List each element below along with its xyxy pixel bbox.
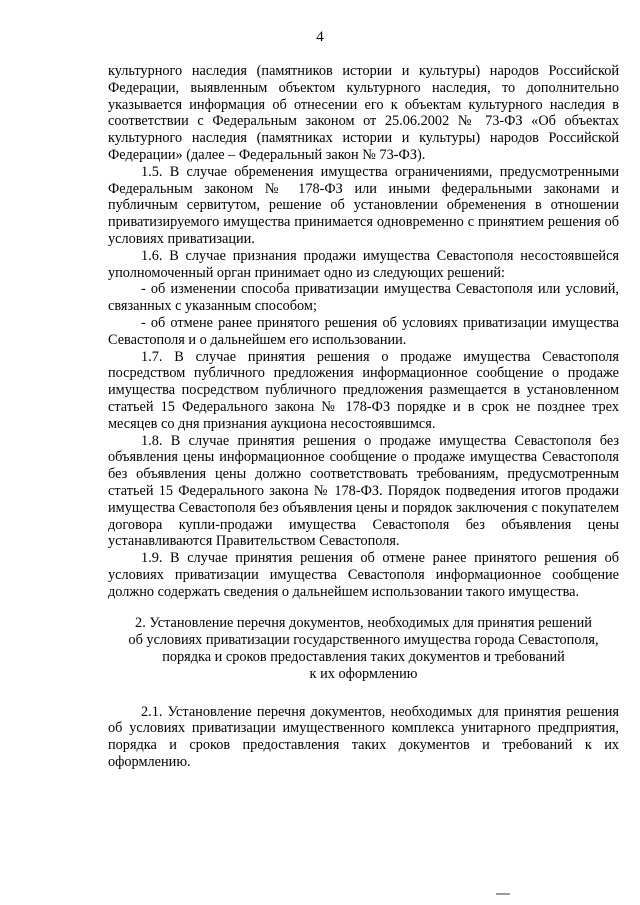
section-2-heading-line: об условиях приватизации государственного имущества города Севастополя, xyxy=(128,631,599,648)
page-number: 4 xyxy=(316,29,324,45)
paragraph-continuation: культурного наследия (памятников истории и культуры) народов Российской Федерации, выявленным объектом культурного наследия, то дополнительно указывается информация об отнесении его к объектам культурного наследия в соответствии с Федеральным законом от 25.06.2002 № 73-ФЗ «Об объектах культурного наследия (памятниках истории и культуры) народов Российской Федерации» (далее – Федеральный закон № 73-ФЗ). xyxy=(108,63,619,163)
paragraph-1-6: 1.6. В случае признания продажи имущества Севастополя несостоявшейся уполномоченный орган принимает одно из следующих решений: xyxy=(108,247,619,281)
paragraph-1-9: 1.9. В случае принятия решения об отмене ранее принятого решения об условиях приватизации имущества Севастополя информационное сообщение должно содержать сведения о дальнейшем использовании такого имущества. xyxy=(108,550,619,600)
paragraph-2-1: 2.1. Установление перечня документов, необходимых для принятия решения об условиях приватизации имущественного комплекса унитарного предприятия, порядка и сроков предоставления таких документов и требований к их оформлению. xyxy=(108,703,619,770)
paragraph-1-5: 1.5. В случае обременения имущества ограничениями, предусмотренными Федеральным законом № 178-ФЗ или иными федеральными законами и публичным сервитутом, решение об установлении обременения в отношении приватизируемого имущества принимается одновременно с принятием решения об условиях приватизации. xyxy=(108,163,619,247)
section-2-heading-line: порядка и сроков предоставления таких документов и требований xyxy=(162,648,565,665)
paragraph-1-6-option-a: - об изменении способа приватизации имущества Севастополя или условий, связанных с указанным способом; xyxy=(108,281,619,315)
paragraph-1-6-option-b: - об отмене ранее принятого решения об условиях приватизации имущества Севастополя и о дальнейшем его использовании. xyxy=(108,314,619,348)
section-2-heading-line: 2. Установление перечня документов, необходимых для принятия решений xyxy=(135,614,592,631)
paragraph-1-8: 1.8. В случае принятия решения о продаже имущества Севастополя без объявления цены информационное сообщение о продаже имущества Севастополя без объявления цены должно соответствовать требованиям, предусмотренным статьей 15 Федерального закона № 178-ФЗ. Порядок подведения итогов продажи имущества Севастополя без объявления цены и порядок заключения с покупателем договора купли-продажи имущества Севастополя без объявления цены устанавливаются Правительством Севастополя. xyxy=(108,432,619,550)
paragraph-1-7: 1.7. В случае принятия решения о продаже имущества Севастополя посредством публичного предложения информационное сообщение о продаже имущества посредством публичного предложения размещается в установленном статьей 15 Федерального закона № 178-ФЗ порядке и в срок не позднее трех месяцев со дня признания аукциона несостоявшимся. xyxy=(108,348,619,432)
scan-mark xyxy=(496,893,510,895)
section-2-heading xyxy=(108,615,619,683)
document-body xyxy=(108,63,619,771)
section-2-heading-line: к их оформлению xyxy=(309,665,418,682)
